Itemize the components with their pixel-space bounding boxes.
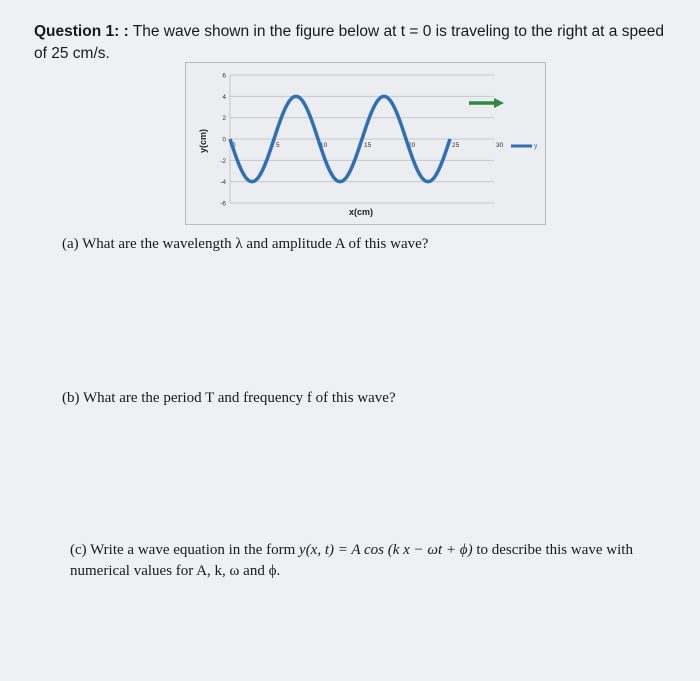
part-a-question: (a) What are the wavelength λ and amplitude A of this wave? (62, 236, 429, 252)
x-axis-label: x(cm) (348, 207, 374, 217)
question-text (34, 21, 674, 65)
y-tick-label: 2 (222, 115, 226, 123)
part-b-question: (b) What are the period T and frequency f of this wave? (62, 390, 396, 406)
x-tick-label: 10 (320, 142, 328, 149)
direction-arrow-head (494, 98, 504, 108)
x-tick-label: 5 (276, 142, 280, 149)
question-label: Question 1: : (34, 23, 129, 40)
y-tick-label: -2 (220, 157, 226, 165)
part-c-question (70, 540, 680, 582)
y-tick-label: -6 (220, 200, 226, 208)
y-tick-label: 0 (222, 136, 226, 144)
x-tick-label: 30 (496, 142, 504, 149)
x-tick-label: 25 (452, 142, 460, 149)
wave-chart (186, 63, 547, 226)
y-tick-label: 4 (222, 93, 226, 101)
part-c-prefix: (c) Write a wave equation in the form (70, 542, 300, 558)
x-tick-label: 15 (364, 142, 372, 149)
x-tick-label: 0 (232, 142, 236, 149)
question-body: The wave shown in the figure below at t = 0 is traveling to the right at a speed of 25 cm/s. (34, 23, 664, 62)
x-tick-label: 20 (408, 142, 416, 149)
part-c-suffix: to describe this wave with numerical values for A, k, ω and ϕ. (70, 542, 633, 579)
part-c-equation: y(x, t) = A cos (k x − ωt + ϕ) (299, 542, 473, 558)
y-suffix-label: y (534, 143, 538, 150)
y-axis-label: y(cm) (198, 128, 208, 154)
wave-figure (185, 62, 546, 225)
y-tick-label: 6 (222, 72, 226, 80)
y-tick-label: -4 (220, 179, 226, 187)
